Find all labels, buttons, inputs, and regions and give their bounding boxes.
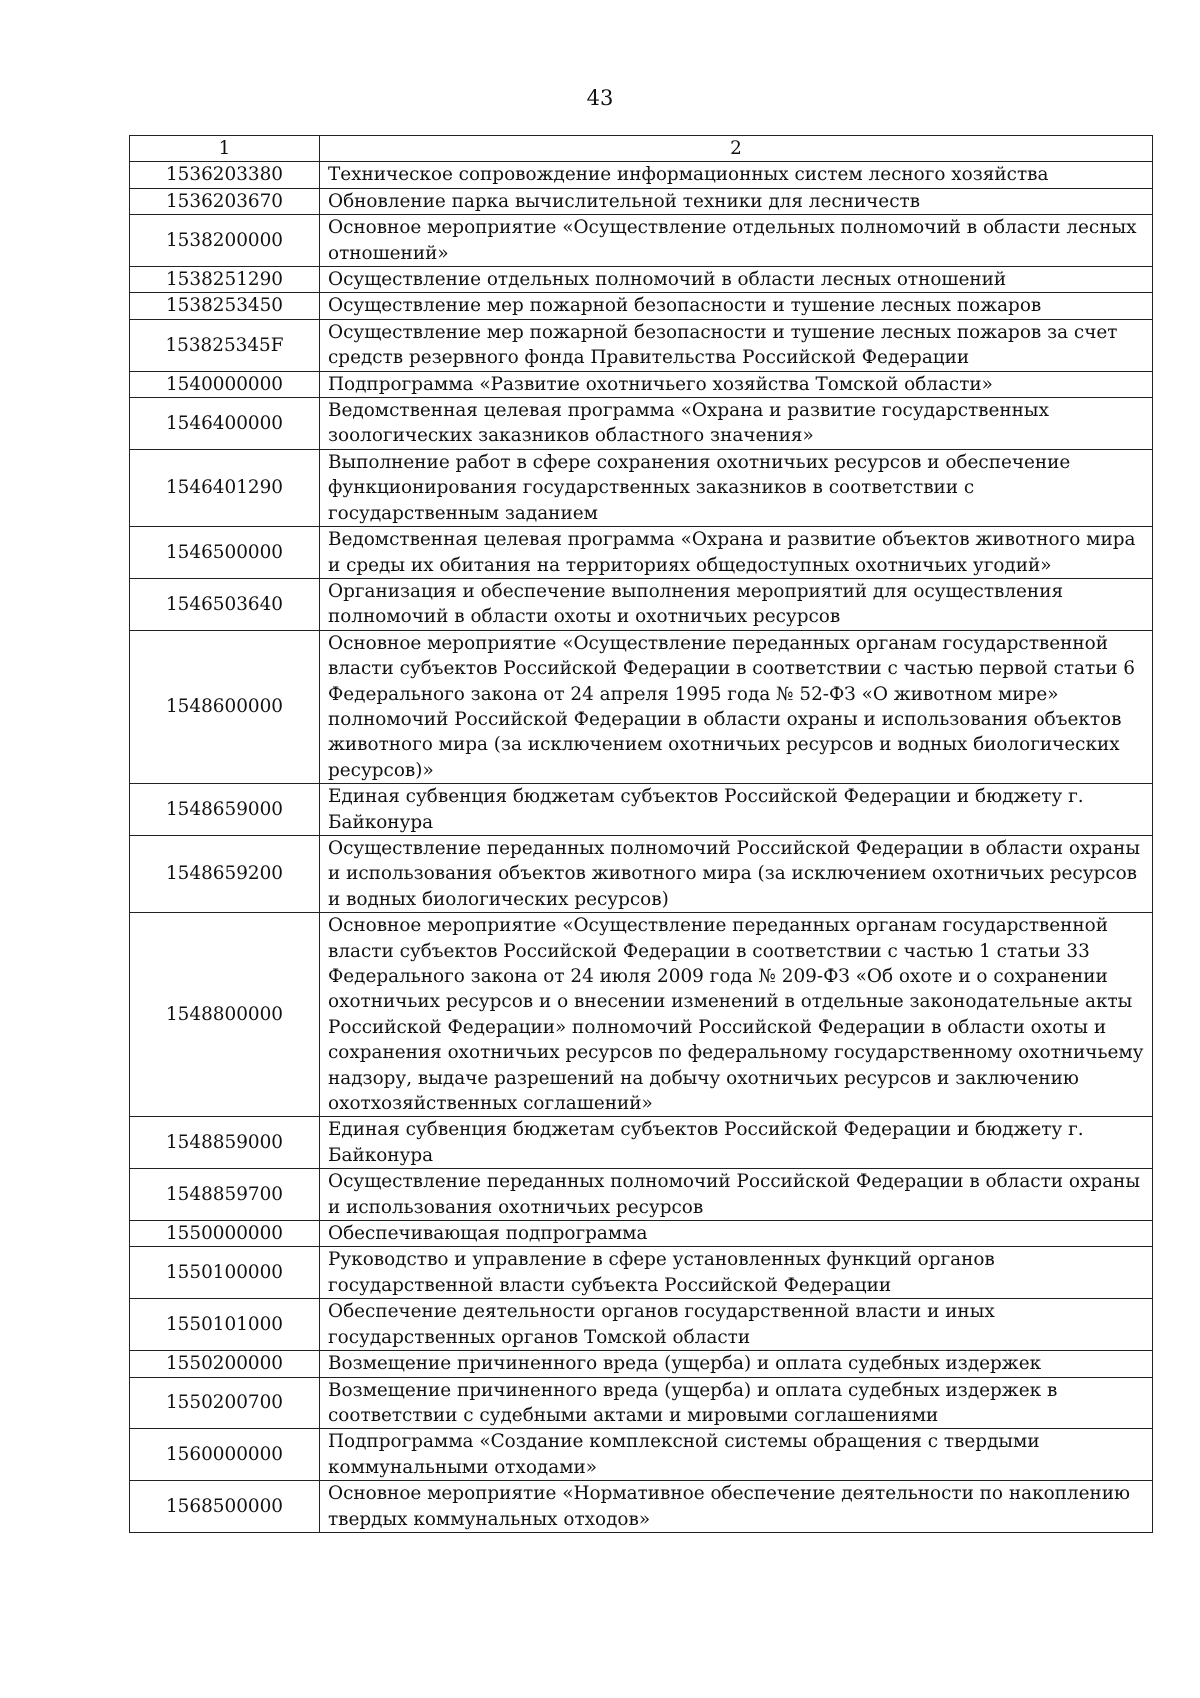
row-code: 1546500000 xyxy=(130,527,320,579)
table-row xyxy=(130,1429,1153,1481)
row-code: 153825345F xyxy=(130,319,320,371)
table-row xyxy=(130,1299,1153,1351)
row-name: Обновление парка вычислительной техники для лесничеств xyxy=(320,188,1153,214)
row-code: 1548600000 xyxy=(130,630,320,783)
row-code: 1538200000 xyxy=(130,215,320,267)
table-row xyxy=(130,527,1153,579)
row-name: Подпрограмма «Развитие охотничьего хозяйства Томской области» xyxy=(320,371,1153,397)
table-row xyxy=(130,784,1153,836)
row-name: Руководство и управление в сфере установленных функций органов государственной власти субъекта Российской Федерации xyxy=(320,1247,1153,1299)
table-row xyxy=(130,1169,1153,1221)
row-name: Осуществление переданных полномочий Российской Федерации в области охраны и использования объектов животного мира (за исключением охотничьих ресурсов и водных биологических ресурсов) xyxy=(320,835,1153,912)
row-name: Техническое сопровождение информационных систем лесного хозяйства xyxy=(320,162,1153,188)
row-name: Выполнение работ в сфере сохранения охотничьих ресурсов и обеспечение функционирования государственных заказников в соответствии с государственным заданием xyxy=(320,449,1153,526)
table-row xyxy=(130,1221,1153,1247)
row-code: 1538253450 xyxy=(130,293,320,319)
row-name: Основное мероприятие «Осуществление переданных органам государственной власти субъектов Российской Федерации в соответствии с частью первой статьи 6 Федерального закона от 24 апреля 1995 года № 52-ФЗ «О животном мире» полномочий Российской Федерации в области охраны и использования объектов животного мира (за исключением охотничьих ресурсов и водных биологических ресурсов)» xyxy=(320,630,1153,783)
table-row xyxy=(130,630,1153,783)
row-code: 1550200000 xyxy=(130,1351,320,1377)
row-name: Возмещение причиненного вреда (ущерба) и оплата судебных издержек xyxy=(320,1351,1153,1377)
row-code: 1548659000 xyxy=(130,784,320,836)
row-name: Осуществление переданных полномочий Российской Федерации в области охраны и использования охотничьих ресурсов xyxy=(320,1169,1153,1221)
row-name: Единая субвенция бюджетам субъектов Российской Федерации и бюджету г. Байконура xyxy=(320,784,1153,836)
row-name: Обеспечение деятельности органов государственной власти и иных государственных органов Томской области xyxy=(320,1299,1153,1351)
table-row xyxy=(130,913,1153,1117)
row-code: 1546400000 xyxy=(130,398,320,450)
row-code: 1550200700 xyxy=(130,1377,320,1429)
row-code: 1540000000 xyxy=(130,371,320,397)
table-row xyxy=(130,1247,1153,1299)
table-row xyxy=(130,578,1153,630)
row-name: Ведомственная целевая программа «Охрана и развитие объектов животного мира и среды их обитания на территориях общедоступных охотничьих угодий» xyxy=(320,527,1153,579)
row-code: 1550000000 xyxy=(130,1221,320,1247)
row-code: 1546503640 xyxy=(130,578,320,630)
table-row xyxy=(130,1351,1153,1377)
table-row xyxy=(130,188,1153,214)
table-row xyxy=(130,215,1153,267)
row-name: Организация и обеспечение выполнения мероприятий для осуществления полномочий в области охоты и охотничьих ресурсов xyxy=(320,578,1153,630)
row-code: 1536203670 xyxy=(130,188,320,214)
table-row xyxy=(130,162,1153,188)
row-name: Осуществление мер пожарной безопасности и тушение лесных пожаров за счет средств резервного фонда Правительства Российской Федерации xyxy=(320,319,1153,371)
classification-table xyxy=(129,135,1153,1533)
row-name: Основное мероприятие «Нормативное обеспечение деятельности по накоплению твердых коммунальных отходов» xyxy=(320,1481,1153,1533)
table-row xyxy=(130,449,1153,526)
table-header-row xyxy=(130,136,1153,162)
row-code: 1560000000 xyxy=(130,1429,320,1481)
row-code: 1550100000 xyxy=(130,1247,320,1299)
row-code: 1550101000 xyxy=(130,1299,320,1351)
row-name: Обеспечивающая подпрограмма xyxy=(320,1221,1153,1247)
column-header-name: 2 xyxy=(320,136,1153,162)
table-row xyxy=(130,371,1153,397)
page-number: 43 xyxy=(586,86,614,110)
row-code: 1548859000 xyxy=(130,1117,320,1169)
column-header-code: 1 xyxy=(130,136,320,162)
row-name: Возмещение причиненного вреда (ущерба) и оплата судебных издержек в соответствии с судебными актами и мировыми соглашениями xyxy=(320,1377,1153,1429)
row-code: 1536203380 xyxy=(130,162,320,188)
row-name: Единая субвенция бюджетам субъектов Российской Федерации и бюджету г. Байконура xyxy=(320,1117,1153,1169)
row-code: 1548659200 xyxy=(130,835,320,912)
row-code: 1548859700 xyxy=(130,1169,320,1221)
table-row xyxy=(130,1481,1153,1533)
row-code: 1548800000 xyxy=(130,913,320,1117)
row-name: Осуществление мер пожарной безопасности и тушение лесных пожаров xyxy=(320,293,1153,319)
table-row xyxy=(130,1117,1153,1169)
table-row xyxy=(130,398,1153,450)
row-code: 1538251290 xyxy=(130,267,320,293)
table-row xyxy=(130,1377,1153,1429)
table-row xyxy=(130,835,1153,912)
row-name: Основное мероприятие «Осуществление переданных органам государственной власти субъектов Российской Федерации в соответствии с частью 1 статьи 33 Федерального закона от 24 июля 2009 года № 209-ФЗ «Об охоте и о сохранении охотничьих ресурсов и о внесении изменений в отдельные законодательные акты Российской Федерации» полномочий Российской Федерации в области охоты и сохранения охотничьих ресурсов по федеральному государственному охотничьему надзору, выдаче разрешений на добычу охотничьих ресурсов и заключению охотхозяйственных соглашений» xyxy=(320,913,1153,1117)
row-name: Осуществление отдельных полномочий в области лесных отношений xyxy=(320,267,1153,293)
row-code: 1546401290 xyxy=(130,449,320,526)
row-name: Ведомственная целевая программа «Охрана и развитие государственных зоологических заказников областного значения» xyxy=(320,398,1153,450)
table-row xyxy=(130,293,1153,319)
table-row xyxy=(130,319,1153,371)
row-code: 1568500000 xyxy=(130,1481,320,1533)
row-name: Подпрограмма «Создание комплексной системы обращения с твердыми коммунальными отходами» xyxy=(320,1429,1153,1481)
table-row xyxy=(130,267,1153,293)
row-name: Основное мероприятие «Осуществление отдельных полномочий в области лесных отношений» xyxy=(320,215,1153,267)
